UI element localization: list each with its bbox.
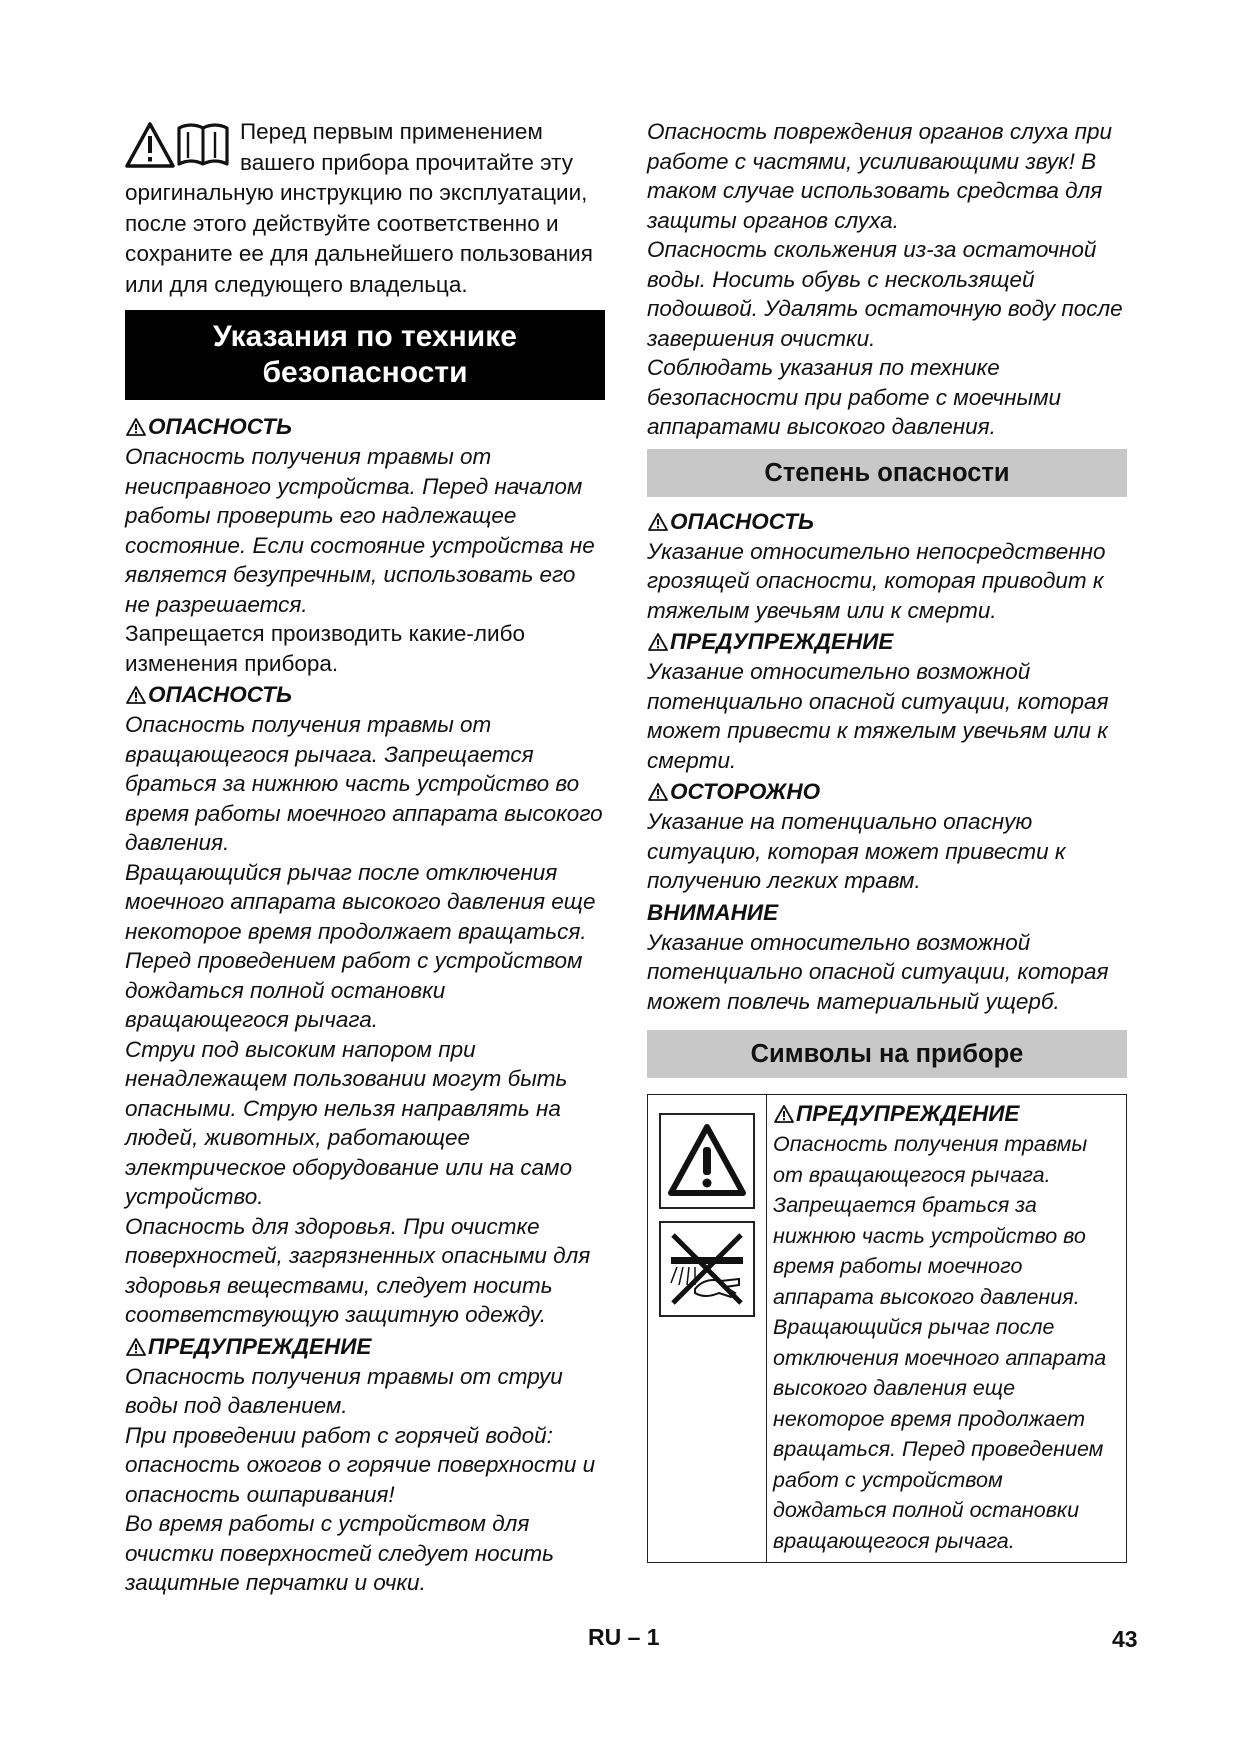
paragraph: Вращающийся рычаг после отключения моечного аппарата высокого давления еще некоторое время продолжает вращаться. Перед проведением работ с устройством дождаться полной остановки вращающегося рычага.	[125, 859, 596, 1032]
signal-word	[773, 1099, 1122, 1129]
paragraph: Опасность получения травмы от струи воды под давлением.	[125, 1363, 563, 1418]
right-top-paragraphs	[647, 117, 1127, 442]
warning-triangle-icon	[647, 782, 669, 802]
paragraph: Опасность для здоровья. При очистке поверхностей, загрязненных опасными для здоровья веществами, следует носить соответствующую защитную одежду.	[125, 1213, 591, 1327]
warning-triangle-icon	[647, 512, 669, 532]
paragraph: Вращающийся рычаг после отключения моечного аппарата высокого давления еще некоторое время продолжает вращаться. Перед проведением работ с устройством дождаться полной остановки вращающегося рычага.	[773, 1315, 1107, 1553]
paragraph: Опасность получения травмы от вращающегося рычага. Запрещается браться за нижнюю часть устройство во время работы моечного аппарата высокого давления.	[773, 1132, 1088, 1309]
signal-word	[647, 777, 1127, 807]
page-number: 43	[1112, 1626, 1138, 1652]
intro-icons	[125, 120, 230, 172]
manual-book-icon	[179, 125, 227, 164]
footer-language-page: RU – 1	[588, 1624, 660, 1650]
paragraph: Опасность получения травмы от неисправного устройства. Перед началом работы проверить его надлежащее состояние. Если состояние устройства не является безупречным, использовать его не разрешается.	[125, 444, 595, 617]
signal-word-text: ПРЕДУПРЕЖДЕНИЕ	[148, 1333, 372, 1359]
paragraph: Во время работы с устройством для очистки поверхностей следует носить защитные перчатки и очки.	[125, 1511, 555, 1595]
device-symbols-icons	[648, 1095, 767, 1562]
signal-word	[125, 412, 605, 442]
danger-levels-heading: Степень опасности	[647, 449, 1127, 497]
signal-word-text: ПРЕДУПРЕЖДЕНИЕ	[670, 629, 894, 654]
warning-triangle-icon	[647, 632, 669, 652]
signal-word	[125, 1332, 605, 1362]
signal-word-text: ОПАСНОСТЬ	[670, 508, 814, 534]
paragraph: Указание относительно возможной потенциально опасной ситуации, которая может повлечь материальный ущерб.	[647, 929, 1109, 1014]
warning-triangle-icon	[125, 685, 147, 705]
paragraph: Опасность скольжения из-за остаточной воды. Носить обувь с нескользящей подошвой. Удалять остаточную воду после завершения очистки.	[647, 237, 1123, 351]
paragraph: Опасность получения травмы от вращающегося рычага. Запрещается браться за нижнюю часть устройство во время работы моечного аппарата высокого давления.	[125, 712, 603, 855]
signal-word	[125, 680, 605, 710]
paragraph: При проведении работ с горячей водой: опасность ожогов о горячие поверхности и опасность ошпаривания!	[125, 1422, 596, 1507]
general-warning-icon	[659, 1113, 755, 1209]
signal-word-text: ОСТОРОЖНО	[670, 779, 821, 804]
danger-levels-list	[647, 507, 1127, 1017]
safety-heading: Указания по технике безопасности	[125, 310, 605, 400]
paragraph: Запрещается производить какие-либо изменения прибора.	[125, 621, 526, 676]
paragraph: Указание относительно непосредственно грозящей опасности, которая приводит к тяжелым увечьям или к смерти.	[647, 538, 1106, 623]
paragraph: Опасность повреждения органов слуха при работе с частями, усиливающими звук! В таком случае использовать средства для защиты органов слуха.	[647, 119, 1113, 233]
signal-word	[647, 507, 1127, 537]
warning-triangle-icon	[125, 417, 147, 437]
intro-text: Перед первым применением вашего прибора прочитайте эту оригинальную инструкцию по эксплуатации, после этого действуйте соответственно и сохраните ее для дальнейшего пользования или для следующего владельца.	[125, 119, 593, 297]
warning-triangle-icon	[773, 1104, 795, 1124]
paragraph: Указание на потенциально опасную ситуацию, которая может привести к получению легких травм.	[647, 809, 1066, 893]
paragraph: Струи под высоким напором при ненадлежащем пользовании могут быть опасными. Струю нельзя направлять на людей, животных, работающее электрическое оборудование или на само устройство.	[125, 1036, 573, 1209]
paragraph: Соблюдать указания по технике безопасности при работе с моечными аппаратами высокого давления.	[647, 355, 1062, 439]
paragraph: Указание относительно возможной потенциально опасной ситуации, которая может привести к тяжелым увечьям или к смерти.	[647, 659, 1109, 773]
signal-word	[647, 898, 1127, 928]
signal-word	[647, 627, 1127, 657]
warning-triangle-icon	[127, 124, 173, 166]
safety-blocks	[125, 412, 605, 1598]
device-symbols-text	[767, 1095, 1126, 1562]
warning-triangle-icon	[125, 1337, 147, 1357]
device-symbols-heading: Символы на приборе	[647, 1030, 1127, 1078]
intro	[125, 117, 605, 300]
no-hands-under-rotating-arm-icon	[659, 1221, 755, 1317]
right-column	[647, 117, 1127, 1563]
signal-word-text: ОПАСНОСТЬ	[148, 682, 292, 707]
left-column	[125, 117, 605, 1598]
signal-word-text: ПРЕДУПРЕЖДЕНИЕ	[796, 1101, 1020, 1126]
device-symbols-box	[647, 1094, 1127, 1563]
signal-word-text: ВНИМАНИЕ	[647, 899, 779, 925]
signal-word-text: ОПАСНОСТЬ	[148, 414, 292, 439]
